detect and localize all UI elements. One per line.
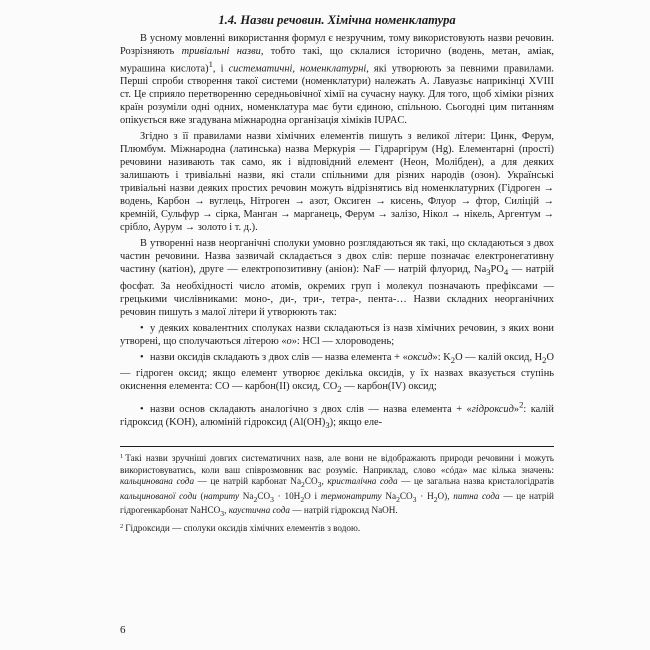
footnote-mark: 1 [120,453,124,461]
paragraph-2: Згідно з її правилами назви хімічних елементів пишуть з великої літери: Цинк, Ферум, Плюмбум. Міжнародна (латинська) назва Меркурія — Гідраргірум (Hg). Елементарні (прості) речовини називають так само, як і відповідний елемент (Неон, Молібден), а для деяких залишають і тривіальні назви, які стали спільними для різних народів (озон). Українські тривіальні назви деяких простих речовин можуть відрізнятись від номенклатурних (Гідроген → водень, Карбон → вуглець, Нітроген → азот, Оксиген → кисень, Флуор → фтор, Силіцій → кремній, Сульфур → сірка, Манган → марганець, Ферум → залізо, Нікол → нікель, Аргентум → срібло, Аурум → золото і т. д.). [120,131,554,234]
section-title: 1.4. Назви речовин. Хімічна номенклатура [218,13,456,27]
paragraph-3: В утворенні назв неорганічні сполуки умовно розглядаються як такі, що складаються з двох частин речовини. Назва зазвичай складається з двох слів: перше позначає електронегативну частину (катіон), друге — електропозитивну (аніон): NaF — натрій флуорид, $Na_3PO_4$ — натрій фосфат. За необхідності число атомів, окремих груп і молекул позначають префіксами — грецькими числівниками: моно-, ди-, три-, тетра-, пента-… Назви складних неорганічних речовин пишуть з малої літери й утворюють так: [120,238,554,318]
footnote-mark: 2 [120,522,124,530]
bullet-item-3 [120,399,554,433]
bullet-text: назви основ складають аналогічно з двох слів — назва елемента + «гідроксид»$^2$: калій гідроксид (KOH), алюміній гідроксид $(Al(OH)_3)$; якщо еле- [120,399,554,431]
bullet-icon: • [140,351,144,363]
footnote-text: Гідроксиди — сполуки оксидів хімічних елементів з водою. [125,522,361,533]
footnote-2 [120,521,554,535]
footnote-1 [120,451,554,519]
bullet-item-1 [120,322,554,348]
bullet-text: назви оксидів складають з двох слів — назва елемента + «оксид»: $K_2O$ — калій оксид, $H_2O$ — гідроген оксид; якщо елемент утворює декілька оксидів, у їх назвах вказується ступінь окиснення елемента: CO — карбон(II) оксид, $CO_2$ — карбон(IV) оксид; [120,351,554,394]
bullet-icon: • [140,322,144,334]
footnote-text: Такі назви зручніші довгих систематичних назв, але вони не відображають природи речовини і можуть використовуватись, коли ваш співрозмовник вас розуміє. Наприклад, слово «сóда» має кілька значень: кальцинована сода — це натрій карбонат $Na_2CO_3$, кристалічна сода — це загальна назва кристалогідратів кальцинованої соди (натриту $Na_2CO_3 \cdot 10H_2O$ і термонатриту $Na_2CO_3 \cdot H_2O$), питна сода — це натрій гідрогенкарбонат NaHCO$_3$, каустична сода — натрій гідроксид NaOH. [120,453,555,519]
bullet-item-2 [120,351,554,396]
paragraph-1: В усному мовленні використання формул є незручним, тому використовують назви речовин. Розрізняють тривіальні назви, тобто такі, що склалися історично (водень, метан, аміак, мурашина кислота)$^1$, і систематичні, номенклатурні, які утворюють за певними правилами. Перші спроби створення такої системи (номенклатури) належать А. Лавуазьє наприкінці XVIII ст. Це сприяло перетворенню середньовічної хімії на сучасну науку. Для того, щоб хіміки різних країн розуміли одні одних, номенклатура має бути єдиною, спільною. Сьогодні цим питанням опікується вже згадувана міжнародна організація хіміків IUPAC. [120,33,555,127]
bullet-text: у деяких ковалентних сполуках назви складаються із назв хімічних речовин, з яких вони утворені, що сполучаються літерою «о»: HCl — хлороводень; [120,322,554,347]
bullet-icon: • [140,404,144,416]
body-text [120,32,554,432]
page-number: 6 [120,624,126,636]
footnotes [120,446,554,534]
